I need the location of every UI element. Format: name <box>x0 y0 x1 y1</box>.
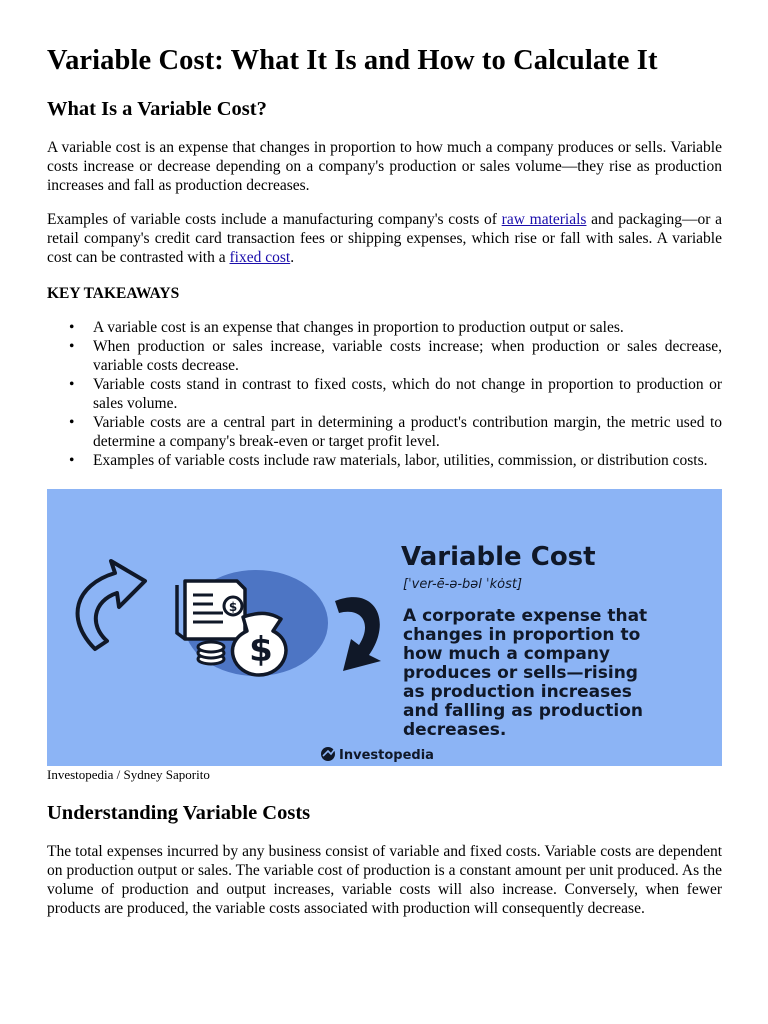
figure-pronunciation: [ˈver-ē-ə-bəl ˈkȯst] <box>403 577 523 592</box>
page-title: Variable Cost: What It Is and How to Calculate It <box>47 45 658 76</box>
takeaway-item <box>47 413 722 451</box>
coin-stack-icon <box>198 642 224 664</box>
curved-arrow-down-icon <box>335 597 381 671</box>
bullet-icon: • <box>69 376 75 393</box>
invoice-document-icon <box>177 581 245 639</box>
svg-text:$: $ <box>228 600 238 614</box>
svg-text:$: $ <box>249 630 273 670</box>
bullet-icon: • <box>69 338 75 355</box>
section-heading-what-is: What Is a Variable Cost? <box>47 98 267 120</box>
article-content <box>47 38 722 470</box>
curved-arrow-up-icon <box>78 561 145 649</box>
variable-cost-infographic <box>47 489 722 766</box>
intro-paragraph: A variable cost is an expense that changes in proportion to how much a company produces or sells. Variable costs increase or decrease depending on a company's production or sales volume—they rise as production increases and fall as production decreases. <box>47 139 722 194</box>
definition-line: changes in proportion to <box>403 625 641 645</box>
takeaway-text: Variable costs are a central part in determining a product's contribution margin, the metric used to determine a company's break-even or target profit level. <box>93 414 722 450</box>
definition-line: how much a company <box>403 644 611 664</box>
bullet-icon: • <box>69 319 75 336</box>
brand-name: Investopedia <box>339 748 434 763</box>
examples-text-c: . <box>290 249 295 266</box>
examples-paragraph <box>47 210 722 267</box>
definition-line: A corporate expense that <box>403 606 648 626</box>
takeaway-item <box>47 318 722 337</box>
key-takeaways-list <box>47 318 722 470</box>
figure-title: Variable Cost <box>401 542 596 572</box>
takeaway-text: A variable cost is an expense that changes in proportion to production output or sales. <box>93 319 624 336</box>
takeaway-item <box>47 337 722 375</box>
bullet-icon: • <box>69 452 75 469</box>
examples-text-b: and packaging—or a retail company's credit card transaction fees or shipping expenses, which rise or fall with sales. A variable cost can be contrasted with a <box>47 211 723 266</box>
fixed-cost-link[interactable]: fixed cost <box>229 249 291 266</box>
investopedia-logo-icon <box>321 747 335 761</box>
definition-line: and falling as production <box>403 701 644 721</box>
takeaway-text: Examples of variable costs include raw materials, labor, utilities, commission, or distribution costs. <box>93 452 708 469</box>
examples-text-a: Examples of variable costs include a manufacturing company's costs of <box>47 211 502 228</box>
definition-line: decreases. <box>403 720 507 740</box>
section-heading-understanding: Understanding Variable Costs <box>47 802 311 824</box>
takeaway-item <box>47 375 722 413</box>
infographic-svg <box>47 489 722 766</box>
raw-materials-link[interactable]: raw materials <box>501 211 587 228</box>
definition-line: as production increases <box>403 682 632 702</box>
key-takeaways-heading: KEY TAKEAWAYS <box>47 285 180 302</box>
takeaway-text: Variable costs stand in contrast to fixed costs, which do not change in proportion to production or sales volume. <box>93 376 722 412</box>
takeaway-item <box>47 451 722 470</box>
understanding-paragraph: The total expenses incurred by any business consist of variable and fixed costs. Variable costs are dependent on production output or sales. The variable cost of production is a constant amount per unit produced. As the volume of production and output increases, variable costs will also increase. Conversely, when fewer products are produced, the variable costs associated with production will consequently decrease. <box>47 843 722 917</box>
takeaway-text: When production or sales increase, variable costs increase; when production or sales decrease, variable costs decrease. <box>93 338 722 374</box>
understanding-section <box>47 800 722 918</box>
bullet-icon: • <box>69 414 75 431</box>
image-caption: Investopedia / Sydney Saporito <box>47 767 210 782</box>
definition-line: produces or sells—rising <box>403 663 638 683</box>
